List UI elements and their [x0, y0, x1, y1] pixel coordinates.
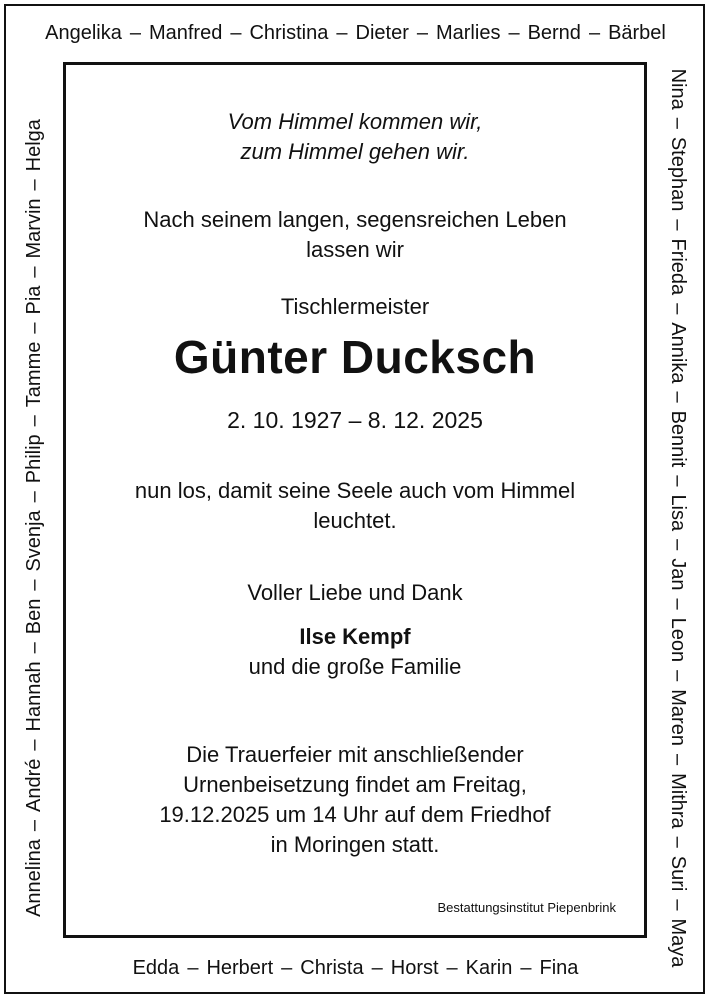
deceased-name: Günter Ducksch: [173, 331, 537, 383]
border-name: Philip: [22, 434, 45, 484]
name-separator: –: [371, 956, 383, 979]
quote-line: Vom Himmel kommen wir,: [227, 109, 483, 134]
name-separator: –: [22, 415, 45, 427]
intro-text: [76, 205, 634, 265]
border-name: Dieter: [355, 21, 409, 44]
border-name: Annika: [667, 322, 690, 384]
border-name: Annelina: [22, 839, 45, 917]
name-separator: –: [129, 21, 141, 44]
name-separator: –: [22, 579, 45, 591]
border-name: Suri: [667, 855, 690, 892]
border-name: Karin: [465, 956, 513, 979]
name-separator: –: [22, 266, 45, 278]
name-separator: –: [667, 117, 690, 129]
intro-line: Nach seinem langen, segensreichen Leben: [143, 207, 567, 232]
name-separator: –: [22, 179, 45, 191]
name-separator: –: [588, 21, 601, 44]
border-name: Edda: [132, 956, 180, 979]
name-separator: –: [22, 739, 45, 751]
name-separator: –: [667, 899, 690, 911]
border-name: Lisa: [667, 494, 690, 532]
border-name: Frieda: [667, 238, 690, 296]
names-top-row: [14, 18, 697, 48]
border-name: Svenja: [22, 510, 45, 572]
service-line: Die Trauerfeier mit anschließender: [186, 742, 524, 767]
border-name: Ben: [22, 598, 45, 635]
border-name: Marlies: [435, 21, 501, 44]
service-line: Urnenbeisetzung findet am Freitag,: [183, 772, 527, 797]
border-name: Fina: [539, 956, 579, 979]
name-separator: –: [22, 491, 45, 503]
message-text: [76, 476, 634, 536]
name-separator: –: [187, 956, 199, 979]
border-name: Bennit: [667, 410, 690, 468]
quote-line: zum Himmel gehen wir.: [240, 139, 470, 164]
border-name: Maya: [667, 918, 690, 968]
border-name: Nina: [667, 68, 690, 110]
life-dates: 2. 10. 1927 – 8. 12. 2025: [227, 407, 483, 433]
name-separator: –: [667, 539, 690, 551]
name-separator: –: [667, 753, 690, 766]
family-text: und die große Familie: [248, 654, 462, 679]
border-name: Jan: [667, 558, 690, 591]
border-name: Christa: [300, 956, 364, 979]
names-bottom-row: [64, 953, 647, 983]
name-separator: –: [508, 21, 520, 44]
profession: Tischlermeister: [280, 294, 430, 319]
name-separator: –: [667, 598, 690, 610]
name-separator: –: [281, 956, 293, 979]
border-name: Manfred: [148, 21, 223, 44]
name-separator: –: [667, 670, 690, 682]
border-name: Maren: [667, 689, 690, 746]
name-separator: –: [416, 21, 428, 44]
border-name: Mithra: [667, 773, 690, 829]
name-separator: –: [667, 303, 690, 315]
name-separator: –: [667, 219, 690, 231]
funeral-home: Bestattungsinstitut Piepenbrink: [437, 900, 616, 915]
service-line: 19.12.2025 um 14 Uhr auf dem Friedhof: [159, 802, 551, 827]
border-name: André: [22, 758, 45, 812]
names-left-column: [19, 61, 49, 976]
service-line: in Moringen statt.: [270, 832, 440, 857]
name-separator: –: [446, 956, 458, 979]
border-name: Horst: [390, 956, 439, 979]
name-separator: –: [230, 21, 242, 44]
message-line: nun los, damit seine Seele auch vom Himmel: [134, 478, 576, 503]
border-name: Herbert: [206, 956, 274, 979]
obituary-frame: [63, 62, 647, 938]
name-separator: –: [667, 391, 690, 403]
border-name: Angelika: [45, 21, 122, 44]
border-name: Helga: [22, 119, 45, 172]
border-name: Pia: [22, 285, 45, 315]
quote: [76, 107, 634, 167]
name-separator: –: [520, 956, 532, 979]
name-separator: –: [22, 322, 45, 334]
message-line: leuchtet.: [313, 508, 397, 533]
border-name: Christina: [249, 21, 329, 44]
name-separator: –: [667, 836, 690, 848]
name-separator: –: [667, 475, 690, 487]
border-name: Hannah: [22, 661, 45, 732]
border-name: Tamme: [22, 341, 45, 408]
obituary-content: [66, 65, 644, 935]
border-name: Leon: [667, 617, 690, 663]
border-name: Bärbel: [608, 21, 666, 44]
service-info: [76, 740, 634, 860]
name-separator: –: [22, 642, 45, 654]
border-name: Stephan: [667, 136, 690, 212]
signer-name: Ilse Kempf: [299, 624, 411, 649]
intro-line: lassen wir: [306, 237, 404, 262]
border-name: Marvin: [22, 198, 45, 259]
border-name: Bernd: [527, 21, 581, 44]
closing-text: Voller Liebe und Dank: [247, 580, 463, 605]
name-separator: –: [336, 21, 348, 44]
name-separator: –: [22, 819, 45, 832]
names-right-column: [663, 61, 693, 976]
